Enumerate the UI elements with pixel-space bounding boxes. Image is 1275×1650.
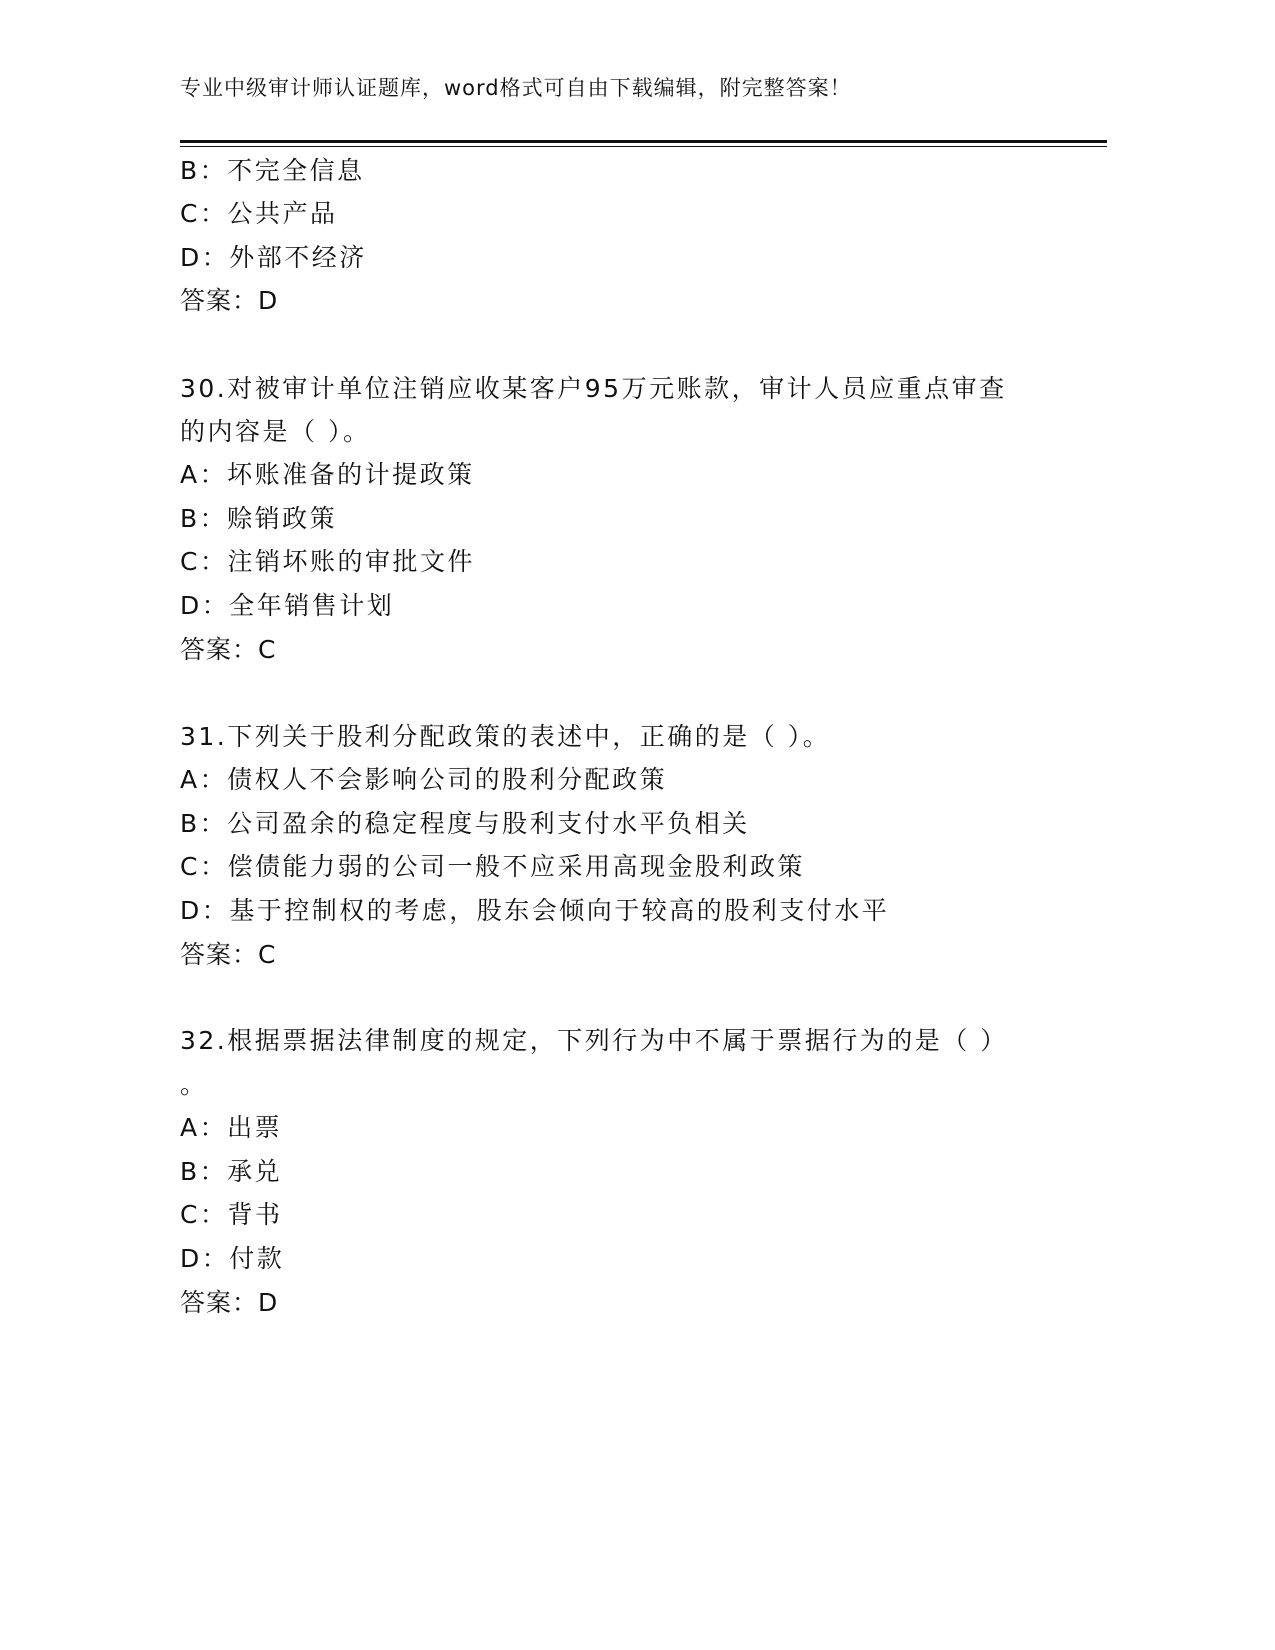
question-30-stem: 30.对被审计单位注销应收某客户95万元账款，审计人员应重点审查 [180,374,1007,403]
option-a: A：债权人不会影响公司的股利分配政策 [180,765,668,794]
option-b: B：赊销政策 [180,504,338,533]
option-d: D：付款 [180,1244,285,1273]
answer: 答案：D [180,1288,279,1317]
option-c: C：公共产品 [180,199,338,228]
page-header: 专业中级审计师认证题库，word格式可自由下载编辑，附完整答案！ [180,76,852,100]
question-30-stem-cont: 的内容是（ ）。 [180,417,371,446]
option-d: D：基于控制权的考虑，股东会倾向于较高的股利支付水平 [180,896,890,925]
answer: 答案：C [180,635,277,664]
option-a: A：坏账准备的计提政策 [180,460,475,489]
option-d: D：外部不经济 [180,243,367,272]
answer: 答案：D [180,286,279,315]
option-b: B：不完全信息 [180,156,365,185]
option-c: C：偿债能力弱的公司一般不应采用高现金股利政策 [180,852,805,881]
option-b: B：公司盈余的稳定程度与股利支付水平负相关 [180,809,750,838]
question-32-stem: 32.根据票据法律制度的规定，下列行为中不属于票据行为的是（ ） [180,1026,1008,1055]
option-c: C：背书 [180,1200,283,1229]
question-32-stem-cont: 。 [180,1070,208,1099]
question-31-stem: 31.下列关于股利分配政策的表述中，正确的是（ ）。 [180,722,831,751]
option-d: D：全年销售计划 [180,591,395,620]
answer: 答案：C [180,940,277,969]
option-b: B：承兑 [180,1157,283,1186]
option-a: A：出票 [180,1113,283,1142]
header-rule-thin [180,146,1107,147]
option-c: C：注销坏账的审批文件 [180,547,475,576]
header-rule-thick [180,140,1107,143]
